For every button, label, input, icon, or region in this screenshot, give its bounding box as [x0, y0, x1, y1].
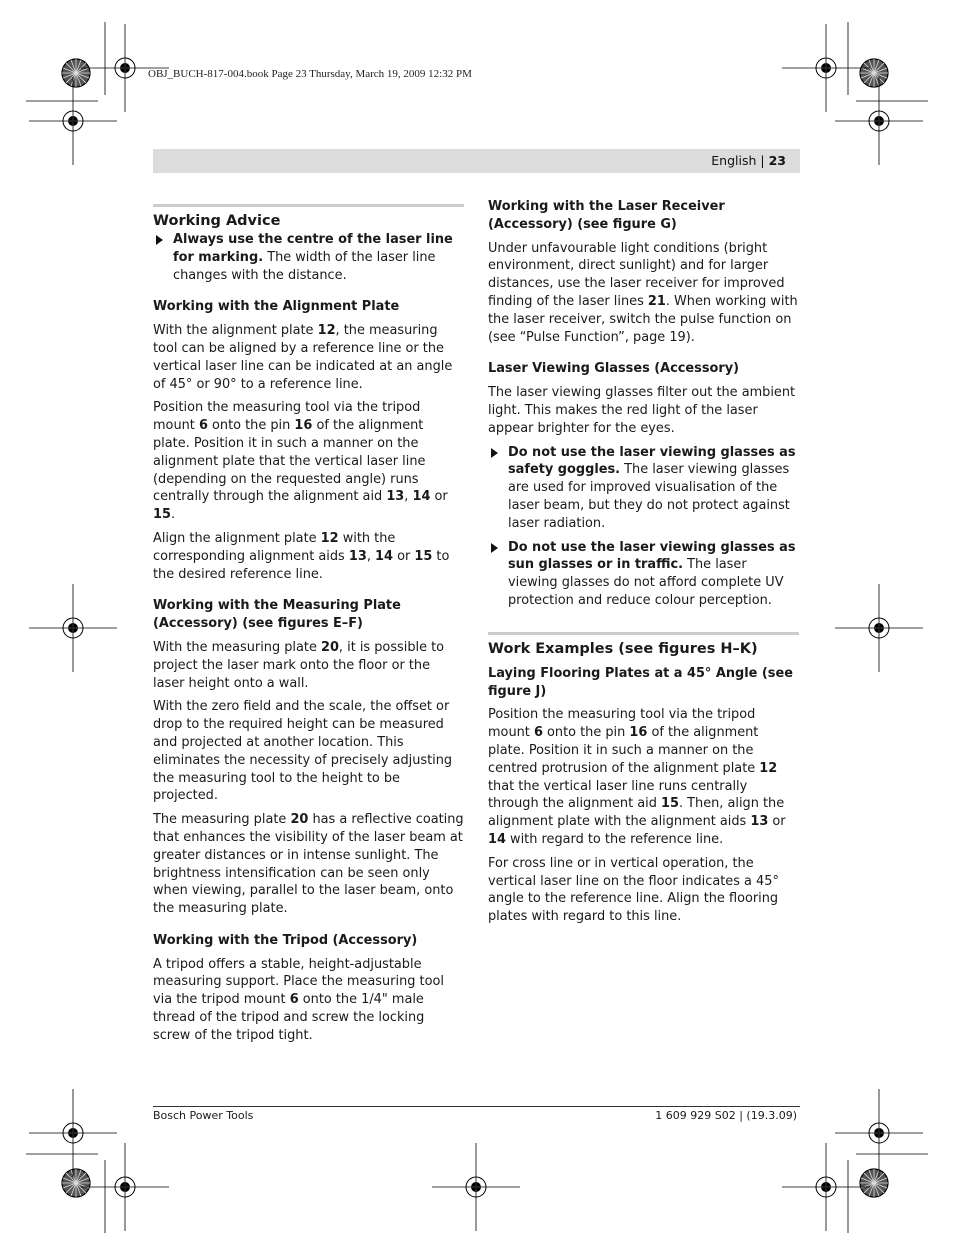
right-column [488, 198, 799, 926]
measuring-plate-heading: Working with the Measuring Plate (Accessory) (see figures E–F) [153, 598, 401, 632]
print-slug: OBJ_BUCH-817-004.book Page 23 Thursday, March 19, 2009 12:32 PM [148, 68, 472, 80]
working-advice-heading: Working Advice [153, 213, 281, 229]
glasses-p1: The laser viewing glasses filter out the ambient light. This makes the red light of the laser appear brighter for the eyes. [488, 385, 796, 436]
alignment-plate-p2: Position the measuring tool via the tripod mount 6 onto the pin 16 of the alignment plate. Position it in such a manner on the alignment plate that the vertical laser line (depending on the requested angle) runs centrally through the alignment aid 13, 14 or 15. [153, 400, 448, 523]
flooring-plates-heading: Laying Flooring Plates at a 45° Angle (see figure J) [488, 665, 793, 699]
laser-receiver-heading: Working with the Laser Receiver (Accessory) (see figure G) [488, 199, 725, 232]
glasses-heading: Laser Viewing Glasses (Accessory) [488, 361, 739, 377]
alignment-plate-p1: With the alignment plate 12, the measuring tool can be aligned by a reference line or the vertical laser line can be indicated at an angle of 45° or 90° to a reference line. [153, 323, 453, 392]
header-language: English [711, 153, 757, 168]
measuring-plate-p2: With the zero field and the scale, the offset or drop to the required height can be measured and projected at another location. This eliminates the necessity of precisely adjusting the measuring tool to the height to be projected. [153, 699, 453, 804]
footer-rule [153, 1106, 800, 1107]
working-advice-bullet: Always use the centre of the laser line for marking. The width of the laser line changes with the distance. [153, 231, 464, 284]
measuring-plate-p1: With the measuring plate 20, it is possible to project the laser mark onto the floor or the laser height onto a wall. [153, 639, 445, 691]
alignment-plate-p3: Align the alignment plate 12 with the corresponding alignment aids 13, 14 or 15 to the desired reference line. [153, 530, 450, 582]
bullet-triangle-icon [491, 543, 498, 553]
footer-brand: Bosch Power Tools [153, 1109, 254, 1122]
work-examples-heading: Work Examples (see figures H–K) [488, 640, 758, 657]
glasses-bullet-1: Do not use the laser viewing glasses as safety goggles. The laser viewing glasses are used for improved visualisation of the laser beam, but they do not protect against laser radiation. [488, 444, 799, 533]
header-separator: | [760, 153, 765, 168]
tripod-p1: A tripod offers a stable, height-adjustable measuring support. Place the measuring tool via the tripod mount 6 onto the 1/4" male thread of the tripod and screw the locking screw of the tripod tight. [153, 956, 444, 1043]
footer-doc-number: 1 609 929 S02 | (19.3.09) [655, 1109, 797, 1122]
bullet-triangle-icon [156, 235, 163, 245]
bullet-triangle-icon [491, 448, 498, 458]
work-examples-p1: Position the measuring tool via the tripod mount 6 onto the pin 16 of the alignment plate. Position it in such a manner on the centred protrusion of the alignment plate 12 that the vertical laser line runs centrally through the alignment aid 15. Then, align the alignment plate with the alignment aids 13 or 14 with regard to the reference line. [488, 707, 786, 847]
left-column [153, 204, 464, 1045]
page-number: 23 [768, 153, 786, 168]
laser-receiver-p1: Under unfavourable light conditions (bright environment, direct sunlight) and for larger distances, use the laser receiver for improved finding of the laser lines 21. When working with the laser receiver, switch the pulse function on (see “Pulse Function”, page 19). [488, 240, 798, 345]
measuring-plate-p3: The measuring plate 20 has a reflective coating that enhances the visibility of the laser beam at greater distances or in intense sunlight. The brightness intensification can be seen only when viewing, parallel to the laser beam, onto the measuring plate. [153, 812, 464, 917]
glasses-bullet-2: Do not use the laser viewing glasses as sun glasses or in traffic. The laser viewing glasses do not afford complete UV protection and reduce colour perception. [488, 539, 799, 610]
alignment-plate-heading: Working with the Alignment Plate [153, 299, 400, 315]
work-examples-p2: For cross line or in vertical operation, the vertical laser line on the floor indicates a 45° angle to the reference line. Align the flooring plates with regard to this line. [488, 855, 779, 925]
page-header [153, 149, 800, 173]
tripod-heading: Working with the Tripod (Accessory) [153, 932, 418, 948]
